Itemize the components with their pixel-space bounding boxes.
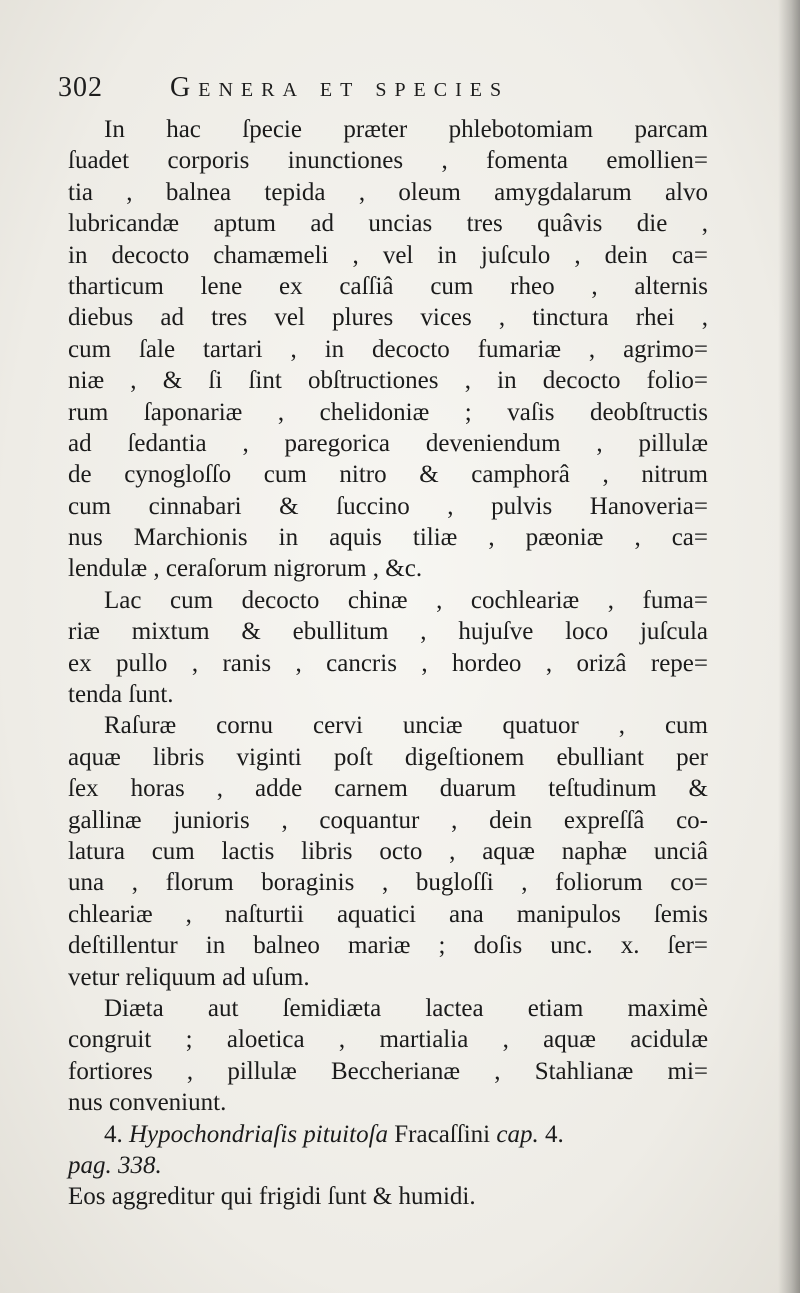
species-number: 4. xyxy=(104,1120,123,1148)
text-line: fortiores , pillulæ Beccherianæ , Stahlianæ mi= xyxy=(68,1057,708,1085)
species-page-ref xyxy=(68,1150,708,1181)
text-line: latura cum lactis libris octo , aquæ naphæ unciâ xyxy=(68,837,708,865)
text-line: nus conveniunt. xyxy=(68,1089,227,1117)
text-line: ex pullo , ranis , cancris , hordeo , orizâ repe= xyxy=(68,649,708,677)
text-line: lendulæ , ceraſorum nigrorum , &c. xyxy=(68,555,423,583)
text-line: gallinæ junioris , coquantur , dein expreſſâ co- xyxy=(68,806,708,834)
text-line: nus Marchionis in aquis tiliæ , pæoniæ , ca= xyxy=(68,524,708,552)
text-line: rum ſaponariæ , chelidoniæ ; vaſis deobſtructis xyxy=(68,398,708,426)
species-heading xyxy=(68,1119,708,1150)
text-line: aquæ libris viginti poſt digeſtionem ebulliant per xyxy=(68,743,708,771)
species-cap-number: 4. xyxy=(544,1120,564,1148)
species-pag-number: 338. xyxy=(118,1151,162,1179)
text-line: congruit ; aloetica , martialia , aquæ acidulæ xyxy=(68,1026,708,1054)
running-title: Genera et species xyxy=(170,72,510,103)
body-text xyxy=(68,114,708,1213)
text-line: chleariæ , naſturtii aquatici ana manipulos ſemis xyxy=(68,900,708,928)
text-line: lubricandæ aptum ad uncias tres quâvis die , xyxy=(68,210,708,238)
text-line: ſex horas , adde carnem duarum teſtudinum & xyxy=(68,775,708,803)
text-line: Lac cum decocto chinæ , cochleariæ , fuma= xyxy=(104,586,708,614)
text-line: cum ſale tartari , in decocto fumariæ , agrimo= xyxy=(68,335,708,363)
text-line: deſtillentur in balneo mariæ ; doſis unc. x. ſer= xyxy=(68,932,708,960)
species-pag-label: pag. xyxy=(68,1151,112,1179)
species-author: Fracaſſini xyxy=(394,1120,491,1148)
paragraph xyxy=(68,114,708,585)
text-line: vetur reliquum ad uſum. xyxy=(68,963,310,991)
text-line: riæ mixtum & ebullitum , hujuſve loco juſcula xyxy=(68,618,708,646)
paragraph xyxy=(68,710,708,993)
text-line: tenda ſunt. xyxy=(68,681,174,709)
text-line: de cynogloſſo cum nitro & camphorâ , nitrum xyxy=(68,461,708,489)
page-header xyxy=(58,72,738,112)
text-line: In hac ſpecie præter phlebotomiam parcam xyxy=(104,116,708,143)
text-line: niæ , & ſi ſint obſtructiones , in decocto folio= xyxy=(68,367,708,395)
text-line: in decocto chamæmeli , vel in juſculo , dein ca= xyxy=(68,241,708,269)
paragraph xyxy=(68,585,708,711)
page-number: 302 xyxy=(58,72,103,103)
species-cap-label: cap. xyxy=(496,1120,539,1148)
species-name: Hypochondriaſis pituitoſa xyxy=(129,1120,389,1148)
text-line: tia , balnea tepida , oleum amygdalarum alvo xyxy=(68,178,708,206)
final-line: Eos aggreditur qui frigidi ſunt & humidi. xyxy=(68,1183,476,1211)
text-line: ad ſedantia , paregorica deveniendum , pillulæ xyxy=(68,429,708,457)
paragraph xyxy=(68,993,708,1119)
text-line: una , florum boraginis , bugloſſi , foliorum co= xyxy=(68,869,708,897)
text-line: diebus ad tres vel plures vices , tinctura rhei , xyxy=(68,304,708,332)
text-line: Diæta aut ſemidiæta lactea etiam maximè xyxy=(104,994,708,1022)
spine-shadow xyxy=(778,0,800,1293)
text-line: ſuadet corporis inunctiones , fomenta emollien= xyxy=(68,147,708,175)
text-line: Raſuræ cornu cervi unciæ quatuor , cum xyxy=(104,712,708,740)
text-line: tharticum lene ex caſſiâ cum rheo , alternis xyxy=(68,272,708,300)
text-line: cum cinnabari & ſuccino , pulvis Hanoveria= xyxy=(68,492,708,520)
paragraphs xyxy=(68,114,708,1119)
